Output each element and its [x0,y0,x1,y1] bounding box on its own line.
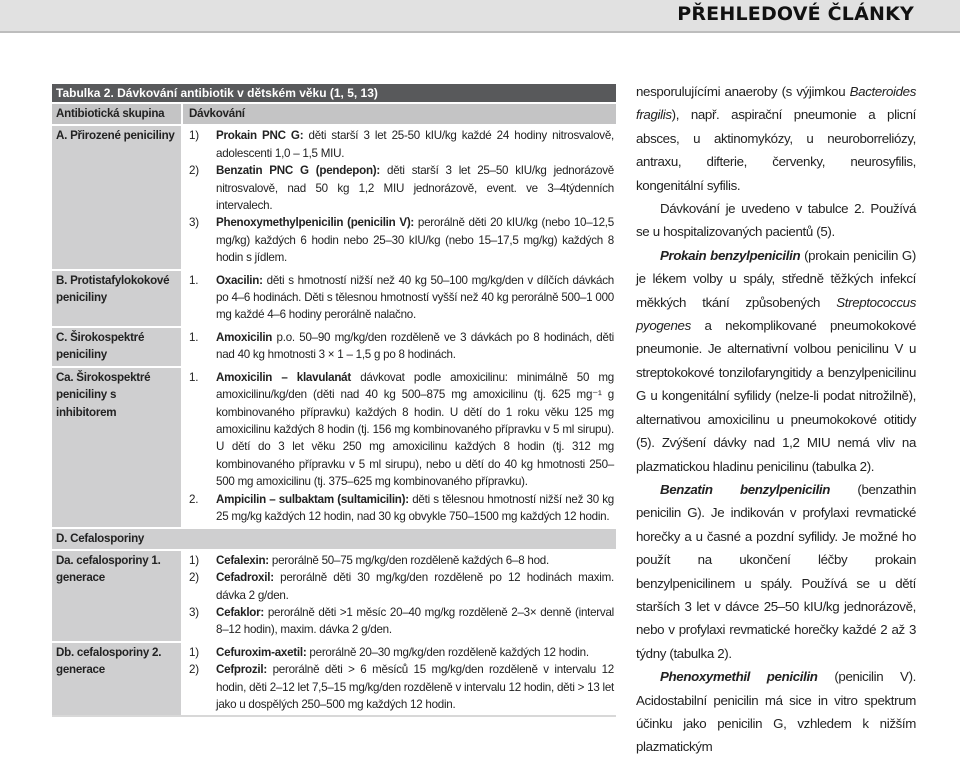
item-text [216,569,614,604]
table-row [52,124,616,268]
dosage-item [189,644,614,661]
item-number: 2) [189,164,199,178]
drug-name: Cefadroxil: [216,571,274,585]
table-row [52,641,616,716]
antibiotic-group: Db. cefalosporiny 2. generace [52,643,181,716]
drug-name: Cefalexin: [216,553,269,567]
dose-text: perorálně děti > 6 měsíců 15 mg/kg/den rozděleně v intervalu 12 hodin, děti 2–12 let 7,5–15 mg/kg/den rozděleně v intervalu 12 hodin, děti > 13 let jako u dospělých 250–500 mg každých 12 hodin. [216,663,614,711]
dosage-item [189,491,614,526]
dose-text: p.o. 50–90 mg/kg/den rozděleně ve 3 dávkách po 8 hodinách, děti nad 40 kg hmotnosti 3 × 1 – 1,5 g po 8 hodinách. [216,330,614,362]
dose-text: perorálně 20–30 mg/kg/den rozděleně každých 12 hodin. [306,645,589,659]
paragraph [636,478,916,665]
column-header-dose: Dávkování [181,104,616,124]
drug-name: Cefprozil: [216,663,267,677]
column-header-group: Antibiotická skupina [52,104,181,124]
dosage-item [189,604,614,639]
paragraph [636,665,916,759]
item-number: 1) [189,129,199,143]
dosage-item [189,661,614,713]
antibiotic-group: A. Přirozené peniciliny [52,126,181,268]
dosage-cell [181,643,616,716]
antibiotic-group: C. Širokospektré peniciliny [52,328,181,366]
item-number: 2) [189,663,199,677]
paragraph [636,244,916,478]
dosage-item [189,214,614,266]
text: a nekomplikované pneumokokové pneumonie. Je alternativní volbou penicilinu V u streptokokové tonzilofaryngitidy a benzylpenicilinu G u kongenitální syfilidy (nelze-li podat nitrožilně), alternativou amoxicilinu u pneumokokové otitidy (5). Zvýšení dávky nad 1,2 MIU nemá vliv na plazmatickou hladinu penicilinu (tabulka 2). [636,318,916,474]
dosage-item [189,552,614,569]
item-number: 1. [189,370,199,384]
item-number: 3) [189,605,199,619]
antibiotic-group: Da. cefalosporiny 1. generace [52,551,181,641]
dose-text: perorálně děti 20 kIU/kg (nebo 10–12,5 mg/kg) každých 6 hodin nebo 25–30 kIU/kg (nebo 15–17,5 mg/kg) každých 8 hodin s jídlem. [216,216,614,265]
dose-text: děti s tělesnou hmotností nižší než 30 kg 25 mg/kg každých 12 hodin, nad 30 kg obvykle 750–1500 mg každých 12 hodin. [216,492,614,523]
drug-name: Prokain benzylpenicilin [660,247,801,263]
item-text [216,162,614,214]
table-row [52,549,616,641]
item-text [216,552,614,569]
dose-text: děti s hmotností nižší než 40 kg 50–100 mg/kg/den v dílčích dávkách po 4–6 hodinách. Děti s tělesnou hmotností vyšší než 40 kg perorálně 500–1 000 mg každé 4–6 hodiny perorálně nalačno. [216,273,614,322]
item-number: 3) [189,216,199,230]
dose-text: perorálně 50–75 mg/kg/den rozděleně každých 6–8 hod. [268,553,549,567]
item-number: 1) [189,553,199,567]
dose-text: děti starší 3 let 25-50 kIU/kg každé 24 hodiny nitrosvalově, adolescenti 1,0 – 1,5 MIU. [216,129,614,160]
table-bottom-rule [52,715,616,717]
species-name: Streptococcus pyogenes [636,294,916,334]
item-text [216,644,614,661]
table-row [52,269,616,326]
drug-name: Phenoxymethil penicilin [660,669,818,685]
section-title: PŘEHLEDOVÉ ČLÁNKY [677,3,914,25]
dose-text: dávkovat podle amoxicilinu: minimálně 50 mg amoxicilinu/kg/den (děti nad 40 kg 500–875 mg amoxicilinu (tj. 625 mg⁻¹ g kombinovaného přípravku) každých 8 hodin. U dětí do 1 roku věku 125 mg amoxicilinu každých 8 hodin (tj. 156 mg kombinovaného přípravku v 5 ml sirupu). U dětí do 3 let věku 250 mg amoxicilinu každých 8 hodin (tj. 312 mg kombinovaného přípravku v 5 ml sirupu), nebo u dětí do 40 kg hmotnosti 250–500 mg amoxicilinu (tj. 375–625 mg kombinovaného přípravku). [216,370,614,489]
dose-text: perorálně děti 30 mg/kg/den rozděleně po 12 hodinách maxim. dávka 2 g/den. [216,571,614,602]
table-title: Tabulka 2. Dávkování antibiotik v dětském věku (1, 5, 13) [52,84,616,102]
page-header-bar [0,0,960,33]
dosage-item [189,162,614,214]
dosage-table [52,84,616,717]
drug-name: Amoxicilin [216,330,273,344]
dosage-cell [181,271,616,326]
item-text [216,329,614,364]
dosage-cell [181,328,616,366]
article-body [636,80,916,759]
text: ), např. aspirační pneumonie a plicní absces, u aktinomykózy, u neuroborreliózy, antraxu, difterie, červenky, neurosyfilis, kongenitální syfilis. [636,107,916,193]
paragraph: Dávkování je uvedeno v tabulce 2. Používá se u hospitalizovaných pacientů (5). [636,201,916,240]
drug-name: Prokain PNC G: [216,129,304,143]
drug-name: Benzatin benzylpenicilin [660,481,831,497]
table-header-row [52,102,616,124]
item-text [216,214,614,266]
item-text [216,491,614,526]
dose-text: děti starší 3 let 25–50 kIU/kg jednorázově nitrosvalově, nad 50 kg 1,2 MIU jednorázově, event. ve 3–4týdenních intervalech. [216,164,614,213]
item-text [216,127,614,162]
dosage-cell [181,368,616,528]
item-number: 1) [189,645,199,659]
dose-text: perorálně děti >1 měsíc 20–40 mg/kg rozděleně 2–3× denně (interval 8–12 hodin), maxim. dávka 2 g/den. [216,605,614,637]
table-row [52,326,616,366]
table-row [52,366,616,528]
text: (penicilin V). Acidostabilní penicilin má sice in vitro spektrum účinku jako penicilin G, vzhledem k nižším plazmatickým [636,669,916,755]
text: (prokain penicilin G) je lékem volby u spály, středně těžkých infekcí měkkých tkání způsobených [636,247,916,310]
paragraph [636,80,916,197]
item-number: 2. [189,492,199,506]
drug-name: Ampicilin – sulbaktam (sultamicilin): [216,492,409,506]
drug-name: Amoxicilin – klavulanát [216,370,351,384]
dosage-item [189,329,614,364]
item-number: 2) [189,571,199,585]
text: (benzathin penicilin G). Je indikován v profylaxi revmatické horečky a u časné a pozdní syfilidy. Je možné ho použít na ukončení léčby prokain benzylpenicilinem u spály. Používá se u dětí starších 3 let v dávce 25–50 kIU/kg jednorázově, nebo v profylaxi revmatické horečky každé 2 až 3 týdny (tabulka 2). [636,481,916,661]
item-text [216,272,614,324]
drug-name: Phenoxymethylpenicilin (penicilin V): [216,216,415,230]
dosage-item [189,569,614,604]
item-text [216,369,614,491]
dosage-item [189,369,614,491]
dosage-item [189,127,614,162]
drug-name: Oxacilin: [216,273,263,287]
drug-name: Cefaklor: [216,605,265,619]
antibiotic-group: Ca. Širokospektré peniciliny s inhibitorem [52,368,181,528]
species-name: Bacteroides fragilis [636,84,916,123]
antibiotic-group: B. Protistafylokokové peniciliny [52,271,181,326]
item-number: 1. [189,273,199,287]
item-text [216,661,614,713]
drug-name: Benzatin PNC G (pendepon): [216,164,381,178]
item-text [216,604,614,639]
table-section-row: D. Cefalosporiny [52,527,616,548]
drug-name: Cefuroxim-axetil: [216,645,307,659]
item-number: 1. [189,330,199,344]
dosage-cell [181,551,616,641]
dosage-item [189,272,614,324]
text: nesporulujícími anaeroby (s výjimkou [636,84,850,99]
dosage-cell [181,126,616,268]
